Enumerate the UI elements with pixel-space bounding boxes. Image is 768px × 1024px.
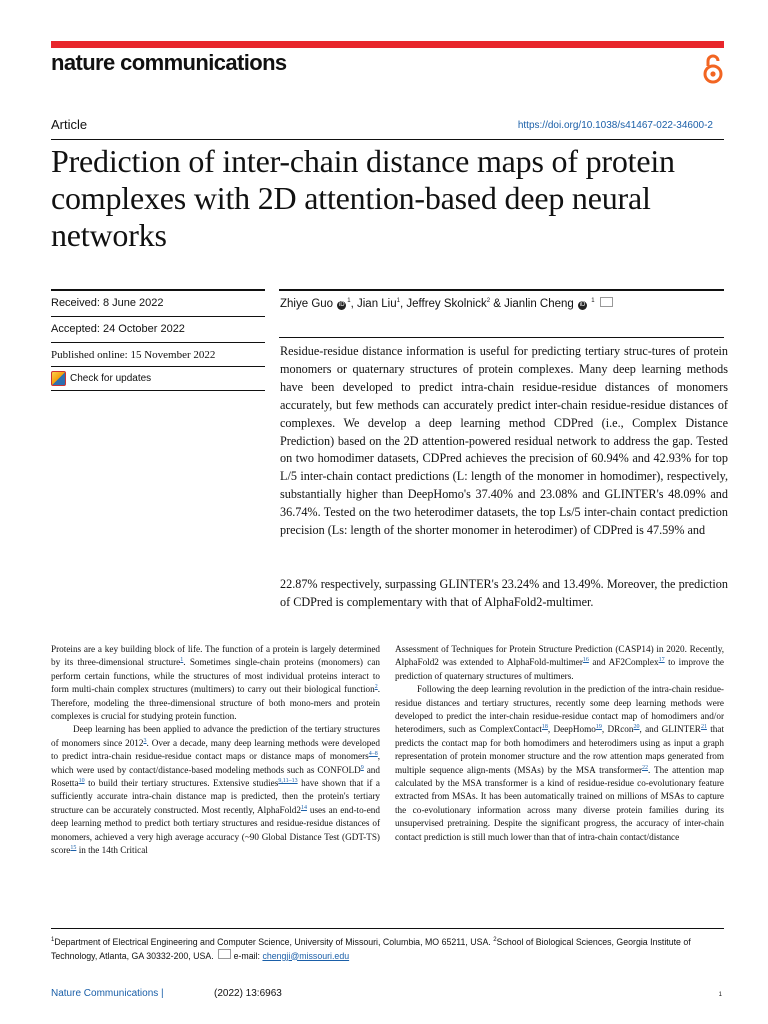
affiliation-number: 2 (493, 937, 497, 944)
received-date: Received: 8 June 2022 (51, 297, 164, 309)
affiliations (51, 936, 731, 962)
affiliation-text: Department of Electrical Engineering and Computer Science, University of Missouri, Columbia, MO 65211, USA. (54, 937, 494, 947)
reference-link[interactable]: 1 (180, 657, 184, 664)
reference-link[interactable]: 14 (300, 804, 307, 811)
divider (51, 390, 265, 391)
author-affiliation: 2 (486, 298, 491, 305)
author-separator: , (350, 298, 357, 310)
body-paragraph: Proteins are a key building block of life. The function of a protein is largely determined by its three-dimensional structure$^1$. Sometimes single-chain proteins (monomers) can perform certain functions, while the structures of most individual proteins interact to form multi-chain complex structures (multimers) to carry out their biological function$^2$. Therefore, modeling the three-dimensional structure of both mono-mers and protein complexes is crucial for studying protein function. (51, 644, 380, 722)
envelope-icon[interactable] (600, 297, 613, 307)
journal-name: nature communications (51, 50, 287, 75)
reference-link[interactable]: 21 (700, 724, 707, 731)
divider (51, 366, 265, 367)
check-for-updates[interactable] (51, 371, 151, 386)
reference-link[interactable]: 19 (595, 724, 602, 731)
body-column-left (51, 643, 380, 858)
email-link[interactable]: chengji@missouri.edu (262, 950, 350, 961)
author-affiliation: 1 (396, 298, 400, 305)
open-access-icon (700, 53, 726, 85)
reference-link[interactable]: 17 (658, 657, 665, 664)
reference-link[interactable]: 9 (360, 764, 364, 771)
orcid-icon[interactable]: iD (338, 302, 345, 308)
body-paragraph: Assessment of Techniques for Protein Structure Prediction (CASP14) in 2020. Recently, AlphaFold2 was extended to AlphaFold-multimer$^{16}$ and AF2Complex$^{17}$ to improve the prediction of quaternary structures of multimers. (395, 644, 724, 681)
author-affiliation: 1 (347, 298, 351, 305)
abstract-paragraph: 22.87% respectively, surpassing GLINTER's 23.24% and 13.49%. Moreover, the prediction of CDPred is complementary with that of AlphaFold2-multimer. (280, 577, 728, 609)
check-updates-icon (51, 371, 66, 386)
page-number: 1 (718, 992, 722, 998)
author-list (280, 297, 613, 310)
author-separator: & (490, 298, 505, 310)
body-paragraph: Following the deep learning revolution in the prediction of the intra-chain residue-residue distances and tertiary structures, recently some deep learning methods were developed to predict the inter-chain residue-residue contact map of homodimers and/or heterodimers, such as ComplexContact$^{18}$, DeepHomo$^{19}$, DRcon$^{20}$, and GLINTER$^{21}$ that predicts the contact map for both homodimers and heterodimers using as input a graph representation of protein monomer structure and the row attention maps generated from multiple sequence align-ments (MSAs) by the MSA transformer$^{22}$. The attention map calculated by the MSA transformer is a kind of residue-residue co-evolutionary feature extracted from MSAs. It has been automatically trained on millions of MSAs to capture the co-evolutionary information across many diverse protein families during its unsupervised pretraining. Despite the significant progress, the accuracy of inter-chain contact prediction is still much lower than that of intra-chain contact/distance (395, 684, 725, 842)
reference-link[interactable]: 9,11–13 (278, 778, 298, 784)
check-updates-label: Check for updates (70, 373, 152, 384)
footer-citation: (2022) 13:6963 (214, 988, 282, 999)
reference-link[interactable]: 15 (70, 845, 77, 852)
body-column-right (395, 643, 724, 844)
abstract-paragraph: Residue-residue distance information is useful for predicting tertiary struc-tures of protein monomers or quaternary structures of protein complexes. Many deep learning methods have been developed to predict intra-chain residue-residue distances of monomers accurately, but few methods can accurately predict inter-chain residue-residue distances of complexes. We develop a deep learning method CDPred (i.e., Complex Distance Prediction) based on the 2D attention-powered residual network to address the gap. Tested on two homodimer datasets, CDPred achieves the precision of 60.94% and 42.93% for top L/5 inter-chain contact predictions (L: length of the monomer in homodimer), respectively, substantially higher than DeepHomo's 37.40% and 23.08% and GLINTER's 48.09% and 36.74%. Tested on the two heterodimer datasets, the top Ls/5 inter-chain contact prediction precision (Ls: length of the shorter monomer in heterodimer) of CDPred is 47.59% and (280, 344, 728, 538)
author-affiliation: 1 (591, 298, 595, 305)
divider (279, 289, 724, 291)
body-paragraph: Deep learning has been applied to advance the prediction of the tertiary structures of monomers since 2012$^3$. Over a decade, many deep learning methods were developed to predict intra-chain residue-residue contact maps or distance maps of monomers$^{4-8}$, which were used by contact/distance-based modeling methods such as CONFOLD$^9$ and Rosetta$^{10}$ to build their tertiary structures. Extensive studies$^{9,11-13}$ have shown that if a sufficiently accurate intra-chain distance map is predicted, then the protein's tertiary structure can be accurately constructed. Most recently, $AlphaFold2^{14}$ uses an end-to-end deep learning method to predict both tertiary structures and residue-residue distances of monomers, achieved a very high average accuracy (~90 Global Distance Test (GDT-TS) score$^{15}$ in the 14th Critical (51, 724, 380, 856)
reference-link[interactable]: 22 (642, 764, 649, 771)
reference-link[interactable]: 16 (582, 657, 589, 664)
article-type: Article (51, 117, 88, 132)
author-name[interactable]: Jianlin Cheng (504, 298, 574, 310)
reference-link[interactable]: 20 (633, 724, 640, 731)
author-separator: , (399, 298, 407, 310)
reference-link[interactable]: 18 (541, 724, 548, 731)
divider (51, 316, 265, 317)
reference-link[interactable]: 4–8 (368, 751, 378, 758)
affiliation-text: School of Biological Sciences, Georgia Institute of Technology, Atlanta, GA 30332-200, USA. (51, 937, 691, 961)
reference-link[interactable]: 2 (374, 684, 378, 691)
author-name[interactable]: Jian Liu (357, 298, 397, 310)
doi-link[interactable]: https://doi.org/10.1038/s41467-022-34600-2 (517, 120, 713, 131)
journal-accent-bar (51, 41, 724, 48)
envelope-icon (218, 949, 231, 959)
author-name[interactable]: Zhiye Guo (280, 298, 334, 310)
reference-link[interactable]: 3 (143, 737, 147, 744)
divider (279, 337, 724, 338)
footer-journal[interactable]: Nature Communications | (51, 988, 164, 999)
divider (51, 289, 265, 291)
author-name[interactable]: Jeffrey Skolnick (406, 298, 487, 310)
affiliation-number: 1 (51, 937, 55, 944)
reference-link[interactable]: 10 (78, 778, 85, 784)
email-label: e-mail: (233, 950, 263, 961)
divider (51, 928, 724, 929)
published-date: Published online: 15 November 2022 (51, 349, 216, 361)
orcid-icon[interactable]: iD (579, 302, 586, 308)
paper-title: Prediction of inter-chain distance maps of protein complexes with 2D attention-based deep neural networks (51, 143, 675, 253)
accepted-date: Accepted: 24 October 2022 (51, 323, 185, 335)
divider (51, 139, 724, 140)
divider (51, 342, 265, 343)
